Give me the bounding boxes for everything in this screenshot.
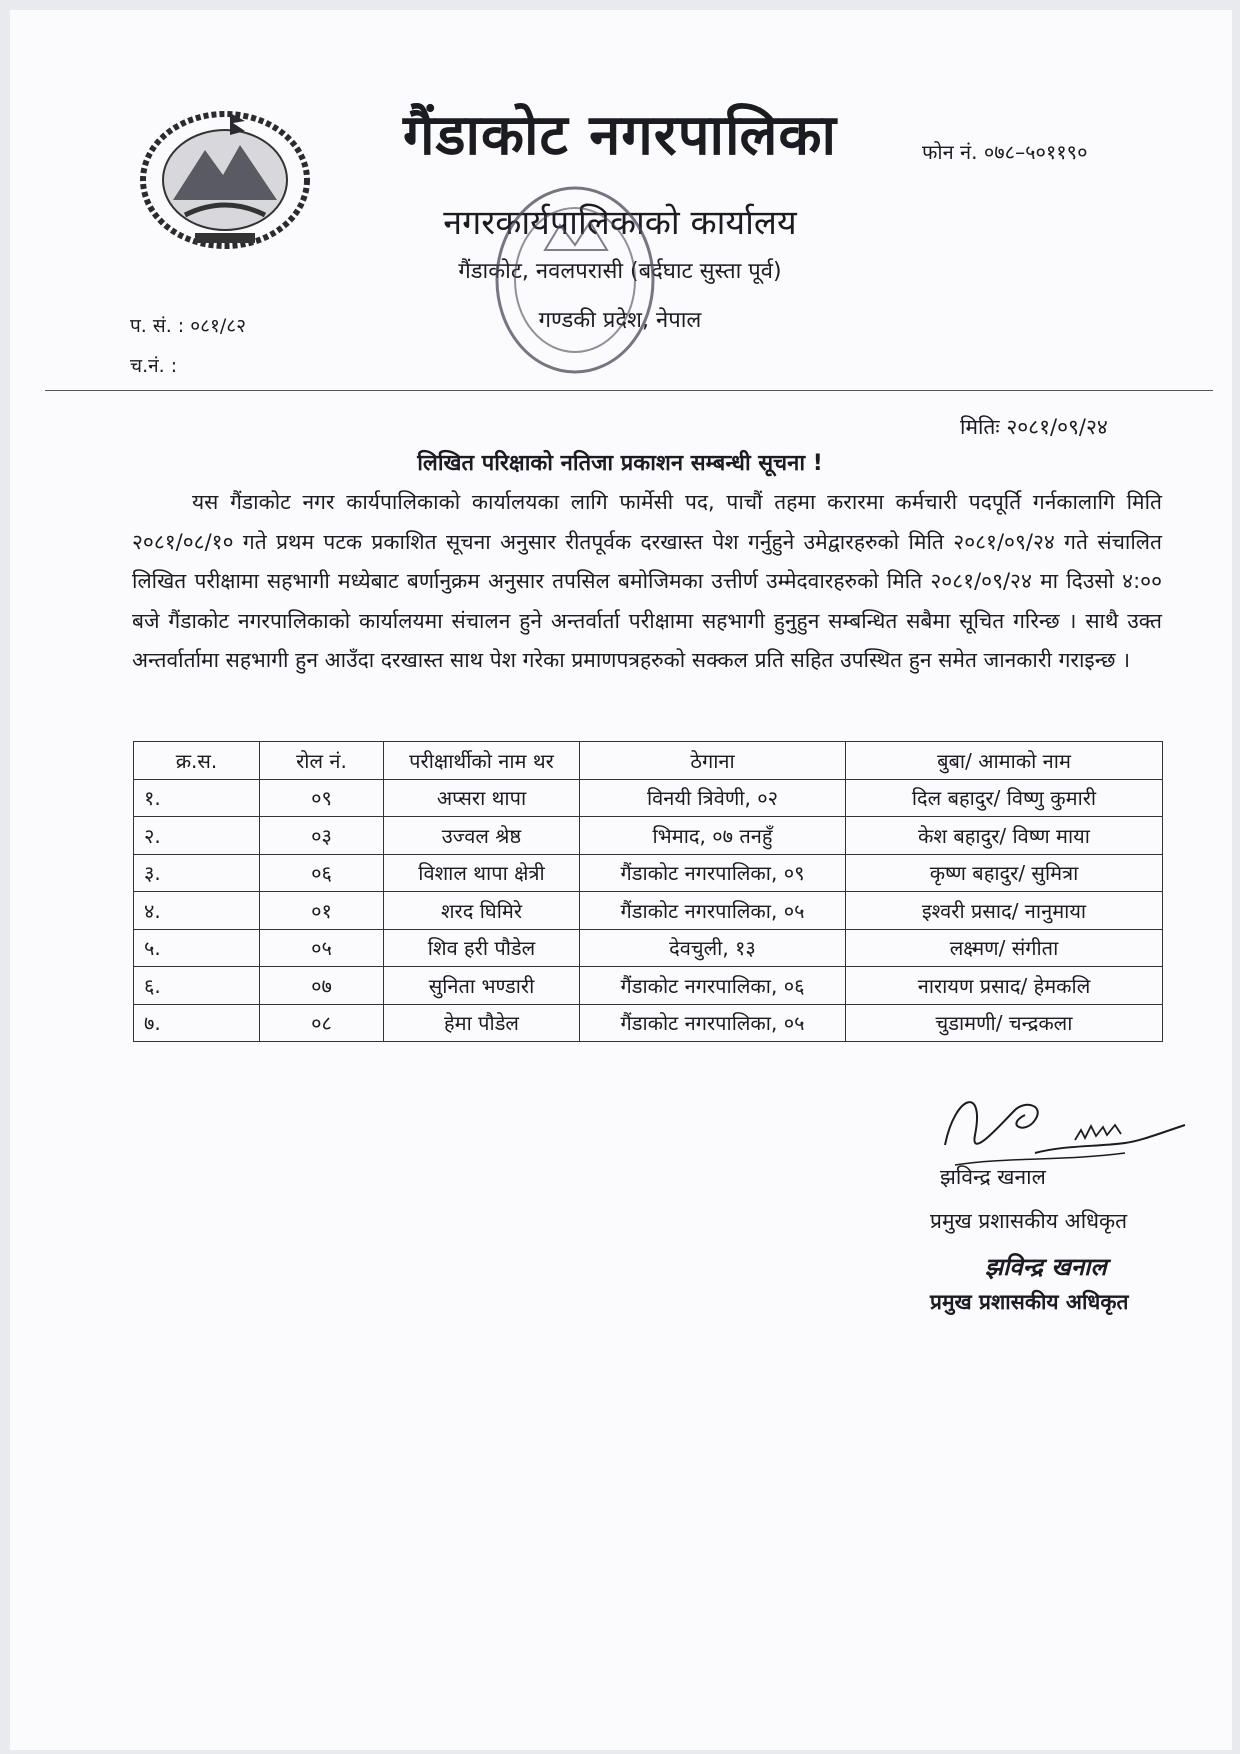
cell-candidate-name: हेमा पौडेल <box>384 1004 580 1042</box>
cell-parent-name: कृष्ण बहादुर/ सुमित्रा <box>846 854 1163 892</box>
cell-address: गैंडाकोट नगरपालिका, ०५ <box>580 1004 846 1042</box>
cell-candidate-name: अप्सरा थापा <box>384 779 580 817</box>
notice-subject: लिखित परिक्षाको नतिजा प्रकाशन सम्बन्धी सूचना ! <box>417 451 823 476</box>
dispatch-number: च.नं. : <box>130 355 178 377</box>
cell-roll-no: ०६ <box>260 854 384 892</box>
header-address: ठेगाना <box>580 742 846 780</box>
signatory-designation: प्रमुख प्रशासकीय अधिकृत <box>930 1209 1128 1233</box>
cell-candidate-name: सुनिता भण्डारी <box>384 967 580 1005</box>
cell-roll-no: ०३ <box>260 817 384 855</box>
cell-address: गैंडाकोट नगरपालिका, ०९ <box>580 854 846 892</box>
header-serial: क्र.स. <box>134 742 260 780</box>
header-roll-no: रोल नं. <box>260 742 384 780</box>
address-line-2: गण्डकी प्रदेश, नेपाल <box>538 308 702 333</box>
cell-roll-no: ०९ <box>260 779 384 817</box>
cell-parent-name: नारायण प्रसाद/ हेमकलि <box>846 967 1163 1005</box>
table-row <box>134 1004 1163 1042</box>
cell-serial: ७. <box>134 1004 260 1042</box>
cell-parent-name: चुडामणी/ चन्द्रकला <box>846 1004 1163 1042</box>
org-title: गैंडाकोट नगरपालिका <box>402 103 838 168</box>
table-row <box>134 779 1163 817</box>
cell-candidate-name: शरद घिमिरे <box>384 892 580 930</box>
cell-address: विनयी त्रिवेणी, ०२ <box>580 779 846 817</box>
signatory-name: झविन्द्र खनाल <box>940 1165 1046 1189</box>
table-row <box>134 854 1163 892</box>
notice-date: मितिः २०८१/०९/२४ <box>960 415 1108 439</box>
cell-address: गैंडाकोट नगरपालिका, ०६ <box>580 967 846 1005</box>
table-row <box>134 817 1163 855</box>
seal-name: झविन्द्र खनाल <box>985 1253 1107 1281</box>
cell-address: भिमाद, ०७ तनहुँ <box>580 817 846 855</box>
cell-parent-name: केश बहादुर/ विष्ण माया <box>846 817 1163 855</box>
cell-serial: २. <box>134 817 260 855</box>
header-parent-name: बुबा/ आमाको नाम <box>846 742 1163 780</box>
cell-candidate-name: शिव हरी पौडेल <box>384 929 580 967</box>
cell-roll-no: ०१ <box>260 892 384 930</box>
cell-serial: ५. <box>134 929 260 967</box>
cell-roll-no: ०७ <box>260 967 384 1005</box>
office-stamp-icon <box>485 180 665 380</box>
notice-body: यस गैंडाकोट नगर कार्यपालिकाको कार्यालयका लागि फार्मेसी पद, पाचौं तहमा करारमा कर्मचारी पदपूर्ति गर्नकालागि मिति २०८१/०८/१० गते प्रथम पटक प्रकाशित सूचना अनुसार रीतपूर्वक दरखास्त पेश गर्नुहुने उमेद्वारहरुको मिति २०८१/०९/२४ गते संचालित लिखित परीक्षामा सहभागी मध्येबाट बर्णानुक्रम अनुसार तपसिल बमोजिमका उत्तीर्ण उम्मेदवारहरुको मिति २०८१/०९/२४ मा दिउसो ४:०० बजे गैंडाकोट नगरपालिकाको कार्यालयमा संचालन हुने अन्तर्वार्ता परीक्षामा सहभागी हुनुहुन सम्बन्धित सबैमा सूचित गरिन्छ । साथै उक्त अन्तर्वार्तामा सहभागी हुन आउँदा दरखास्त साथ पेश गरेका प्रमाणपत्रहरुको सक्कल प्रति सहित उपस्थित हुन समेत जानकारी गराइन्छ । <box>132 490 1162 672</box>
cell-address: देवचुली, १३ <box>580 929 846 967</box>
header-candidate-name: परीक्षार्थीको नाम थर <box>384 742 580 780</box>
cell-roll-no: ०५ <box>260 929 384 967</box>
cell-parent-name: दिल बहादुर/ विष्णु कुमारी <box>846 779 1163 817</box>
header-divider <box>45 390 1213 391</box>
results-table <box>133 741 1163 1042</box>
cell-serial: ६. <box>134 967 260 1005</box>
table-row <box>134 929 1163 967</box>
table-row <box>134 967 1163 1005</box>
seal-designation: प्रमुख प्रशासकीय अधिकृत <box>930 1290 1129 1314</box>
cell-serial: १. <box>134 779 260 817</box>
cell-serial: ४. <box>134 892 260 930</box>
cell-serial: ३. <box>134 854 260 892</box>
table-header-row <box>134 742 1163 780</box>
office-title: नगरकार्यपालिकाको कार्यालय <box>443 203 797 243</box>
cell-parent-name: इश्वरी प्रसाद/ नानुमाया <box>846 892 1163 930</box>
reference-number: प. सं. : ०८१/८२ <box>130 315 247 337</box>
cell-address: गैंडाकोट नगरपालिका, ०५ <box>580 892 846 930</box>
cell-candidate-name: उज्वल श्रेष्ठ <box>384 817 580 855</box>
cell-candidate-name: विशाल थापा क्षेत्री <box>384 854 580 892</box>
address-line-1: गैंडाकोट, नवलपरासी (बर्दघाट सुस्ता पूर्व) <box>458 259 782 284</box>
cell-roll-no: ०८ <box>260 1004 384 1042</box>
table-row <box>134 892 1163 930</box>
phone-number: फोन नं. ०७८–५०११९० <box>922 140 1088 164</box>
cell-parent-name: लक्ष्मण/ संगीता <box>846 929 1163 967</box>
